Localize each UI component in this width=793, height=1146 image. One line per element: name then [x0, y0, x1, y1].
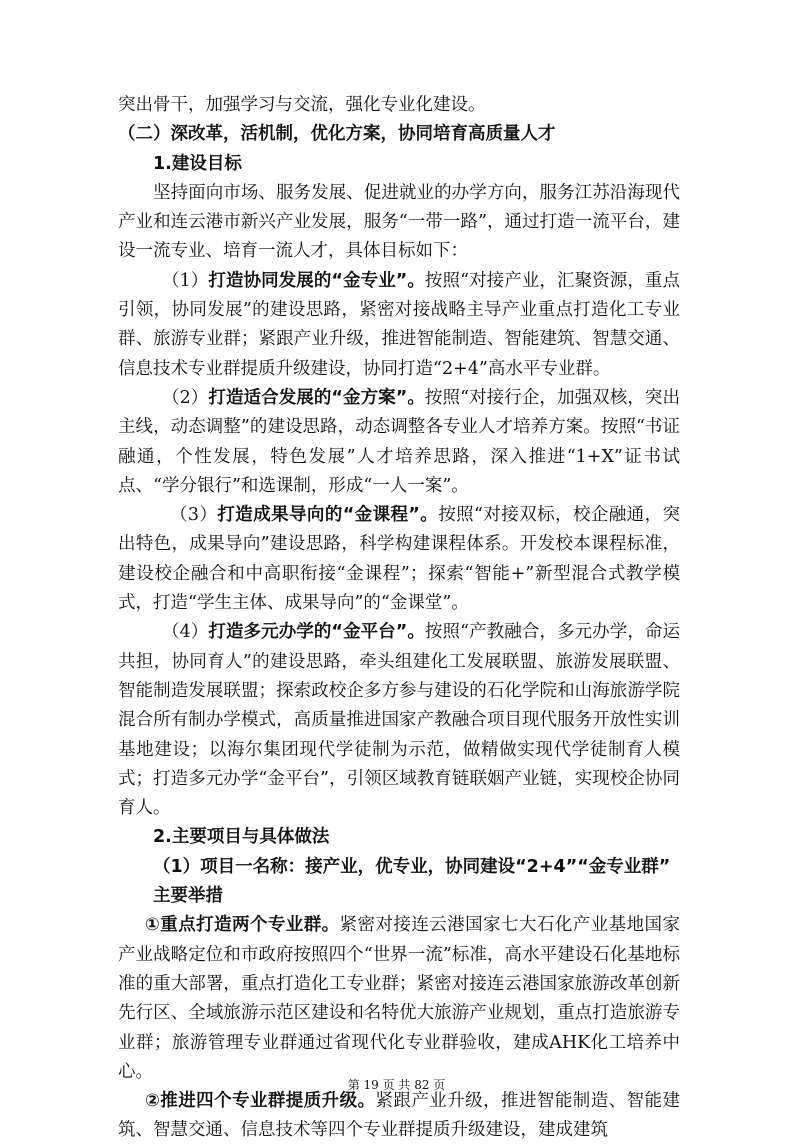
paragraph [118, 384, 680, 501]
paragraph: 突出骨干，加强学习与交流，强化专业化建设。 [118, 95, 486, 115]
item-lead: ①重点打造两个专业群。 [145, 915, 340, 936]
section-heading: （二）深改革，活机制，优化方案，协同培育高质量人才 [118, 124, 556, 145]
item-number: （1） [162, 270, 209, 291]
paragraph: 坚持面向市场、服务发展、促进就业的办学方向，服务江苏沿海现代产业和连云港市新兴产业发展，服务“一带一路”，通过打造一流平台，建设一流专业、培育一流人才，具体目标如下： [118, 182, 680, 262]
document-body [118, 91, 680, 1146]
item-text: 按照“对接产业，汇聚资源，重点引领，协同发展”的建设思路，紧密对接战略主导产业重点打造化工专业群、旅游专业群；紧跟产业升级，推进智能制造、智能建筑、智慧交通、信息技术专业群提质升级建设，协同打造“2+4”高水平专业群。 [118, 270, 680, 379]
item-number: （3） [170, 505, 218, 526]
page-footer [0, 1076, 793, 1093]
item-number: （2） [162, 387, 209, 408]
project-heading: （1）项目一名称：接产业，优专业，协同建设“2+4”“金专业群” [153, 856, 671, 877]
item-text: 紧跟产业升级，推进智能制造、智能建筑、智慧交通、信息技术等四个专业群提质升级建设，建成建筑 [118, 1091, 680, 1141]
item-lead: 打造适合发展的“金方案”。 [208, 387, 425, 408]
paragraph [118, 911, 680, 1087]
paragraph [118, 1087, 680, 1146]
item-text: 紧密对接连云港国家七大石化产业基地国家产业战略定位和市政府按照四个“世界一流”标准，高水平建设石化基地标准的重大部署，重点打造化工专业群；紧密对接连云港国家旅游改革创新先行区、全域旅游示范区建设和名特优大旅游产业规划，重点打造旅游专业群；旅游管理专业群通过省现代化专业群验收，建成AHK化工培养中心。 [118, 915, 680, 1082]
item-lead: 打造多元办学的“金平台”。 [208, 622, 425, 643]
measures-heading: 主要举措 [153, 886, 223, 907]
subsection-heading: 1.建设目标 [153, 153, 242, 174]
paragraph [118, 501, 680, 618]
paragraph [118, 267, 680, 384]
subsection-heading: 2.主要项目与具体做法 [153, 827, 330, 848]
item-lead: ②推进四个专业群提质升级。 [145, 1091, 376, 1112]
paragraph [118, 618, 680, 823]
item-lead: 打造成果导向的“金课程”。 [217, 505, 439, 526]
page-number: 第 19 页 共 82 页 [347, 1078, 446, 1092]
item-text: 按照“对接双标，校企融通，突出特色，成果导向”建设思路，科学构建课程体系。开发校本课程标准，建设校企融合和中高职衔接“金课程”；探索“智能+”新型混合式教学模式，打造“学生主体、成果导向”的“金课堂”。 [118, 505, 680, 614]
item-text: 按照“对接行企，加强双核，突出主线，动态调整”的建设思路，动态调整各专业人才培养方案。按照“书证融通，个性发展，特色发展”人才培养思路，深入推进“1+X”证书试点、“学分银行”和选课制，形成“一人一案”。 [118, 387, 680, 496]
item-text: 按照“产教融合，多元办学，命运共担，协同育人”的建设思路，牵头组建化工发展联盟、旅游发展联盟、智能制造发展联盟；探索政校企多方参与建设的石化学院和山海旅游学院混合所有制办学模式，高质量推进国家产教融合项目现代服务开放性实训基地建设；以海尔集团现代学徒制为示范，做精做实现代学徒制育人模式；打造多元办学“金平台”，引领区域教育链联姻产业链，实现校企协同育人。 [118, 622, 680, 819]
item-lead: 打造协同发展的“金专业”。 [208, 270, 425, 291]
item-number: （4） [162, 622, 209, 643]
